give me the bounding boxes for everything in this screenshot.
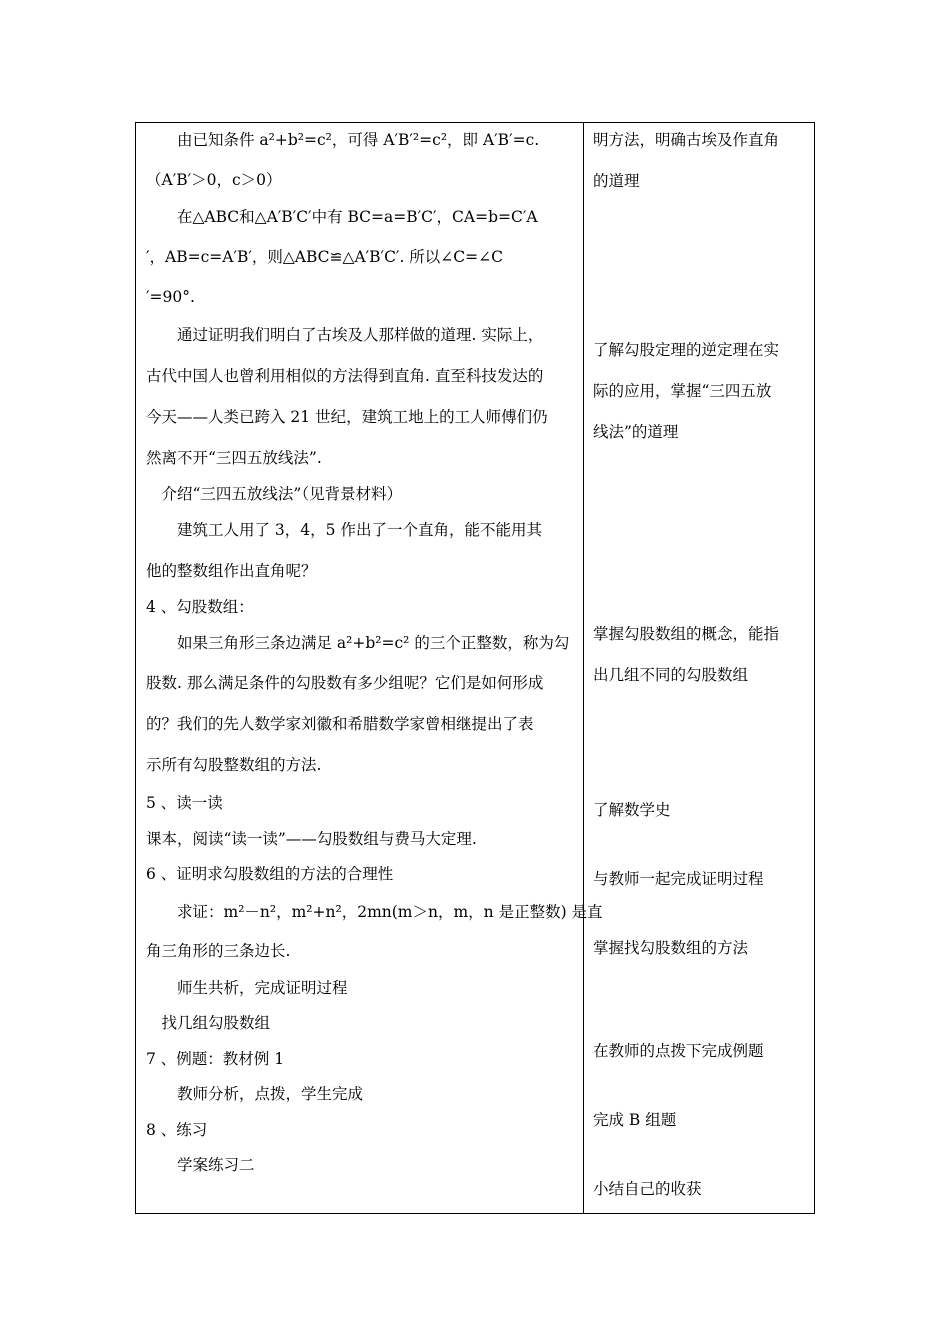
goal-line: 小结自己的收获: [593, 1180, 702, 1198]
content-line: 示所有勾股整数组的方法.: [146, 756, 322, 774]
content-line: 通过证明我们明白了古埃及人那样做的道理. 实际上，: [146, 326, 544, 344]
goal-line: 出几组不同的勾股数组: [593, 666, 749, 684]
section-heading: 6 、证明求勾股数组的方法的合理性: [146, 865, 394, 883]
column-divider: [583, 123, 584, 1213]
content-line: 介绍“三四五放线法”（见背景材料）: [146, 485, 403, 503]
content-line: 的？我们的先人数学家刘徽和希腊数学家曾相继提出了表: [146, 715, 534, 733]
content-line: 找几组勾股数组: [146, 1014, 271, 1032]
goal-line: 线法”的道理: [593, 423, 679, 441]
section-heading: 5 、读一读: [146, 794, 223, 812]
goal-line: 在教师的点拨下完成例题: [593, 1042, 764, 1060]
goal-line: 与教师一起完成证明过程: [593, 870, 764, 888]
content-line: 求证：m²－n²，m²+n²，2mn(m＞n，m，n 是正整数) 是直: [146, 903, 603, 921]
content-line: 古代中国人也曾利用相似的方法得到直角. 直至科技发达的: [146, 367, 544, 385]
goal-line: 掌握勾股数组的概念，能指: [593, 625, 780, 643]
content-line: 由已知条件 a²+b²=c²，可得 A′B′²=c²，即 A′B′=c.: [146, 131, 540, 149]
goal-line: 际的应用，掌握“三四五放: [593, 382, 772, 400]
content-line: 教师分析，点拨，学生完成: [146, 1085, 364, 1103]
content-line: 在△ABC和△A′B′C′中有 BC=a=B′C′，CA=b=C′A: [146, 208, 538, 226]
content-line: （A′B′＞0，c＞0）: [146, 171, 282, 189]
content-line: 股数. 那么满足条件的勾股数有多少组呢？它们是如何形成: [146, 674, 544, 692]
content-line: ′=90°.: [146, 288, 195, 306]
section-heading: 8 、练习: [146, 1121, 208, 1139]
content-line: 今天——人类已跨入 21 世纪，建筑工地上的工人师傅们仍: [146, 408, 548, 426]
goal-line: 了解数学史: [593, 801, 671, 819]
goal-line: 掌握找勾股数组的方法: [593, 939, 749, 957]
content-line: 然离不开“三四五放线法”.: [146, 449, 322, 467]
goal-line: 的道理: [593, 172, 640, 190]
section-heading: 7 、例题：教材例 1: [146, 1050, 285, 1068]
content-line: 学案练习二: [146, 1156, 255, 1174]
content-line: 建筑工人用了 3，4，5 作出了一个直角，能不能用其: [146, 521, 542, 539]
lesson-table: [135, 122, 815, 1214]
content-line: ′，AB=c=A′B′，则△ABC≌△A′B′C′. 所以∠C=∠C: [146, 248, 503, 266]
content-line: 他的整数组作出直角呢？: [146, 562, 317, 580]
content-line: 如果三角形三条边满足 a²+b²=c² 的三个正整数，称为勾: [146, 634, 570, 652]
content-line: 师生共析，完成证明过程: [146, 979, 348, 997]
goal-line: 明方法，明确古埃及作直角: [593, 131, 780, 149]
goal-line: 了解勾股定理的逆定理在实: [593, 341, 780, 359]
content-line: 角三角形的三条边长.: [146, 942, 291, 960]
section-heading: 4 、勾股数组：: [146, 598, 254, 616]
content-line: 课本，阅读“读一读”——勾股数组与费马大定理.: [146, 830, 477, 848]
goal-line: 完成 B 组题: [593, 1111, 677, 1129]
